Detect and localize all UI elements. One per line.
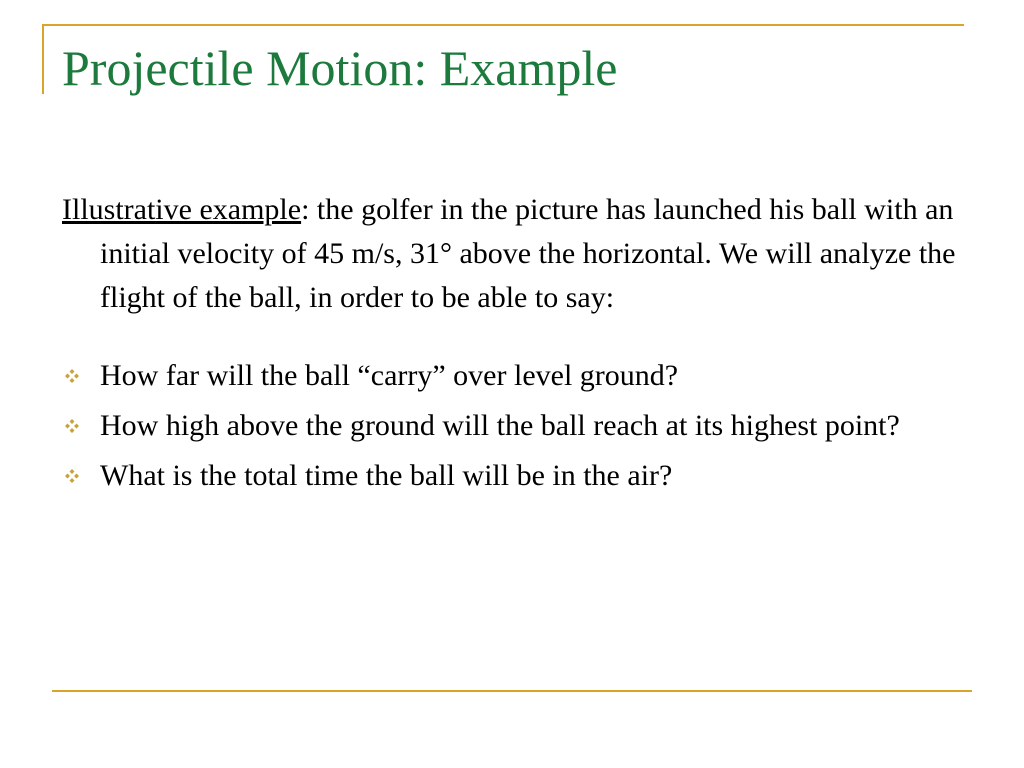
four-diamond-bullet-icon xyxy=(65,369,79,383)
four-diamond-bullet-icon xyxy=(65,469,79,483)
question-list xyxy=(62,354,962,498)
bullet-text: How far will the ball “carry” over level ground? xyxy=(100,359,679,392)
title-frame-left-rule xyxy=(42,24,44,94)
intro-lead: Illustrative example xyxy=(62,193,302,226)
four-diamond-bullet-icon xyxy=(65,419,79,433)
list-item xyxy=(62,354,962,398)
intro-text: : the golfer in the picture has launched his ball with an initial velocity of 45 m/s, 31° above the horizontal. We will analyze the flight of the ball, in order to be able to say: xyxy=(100,193,956,314)
title-frame-top-rule xyxy=(42,24,964,26)
slide-title: Projectile Motion: Example xyxy=(62,40,618,96)
bottom-rule xyxy=(52,690,972,692)
bullet-text: How high above the ground will the ball reach at its highest point? xyxy=(100,409,900,442)
intro-paragraph xyxy=(62,188,962,320)
slide-body xyxy=(62,188,962,504)
bullet-text: What is the total time the ball will be in the air? xyxy=(100,459,673,492)
list-item xyxy=(62,404,962,448)
list-item xyxy=(62,454,962,498)
